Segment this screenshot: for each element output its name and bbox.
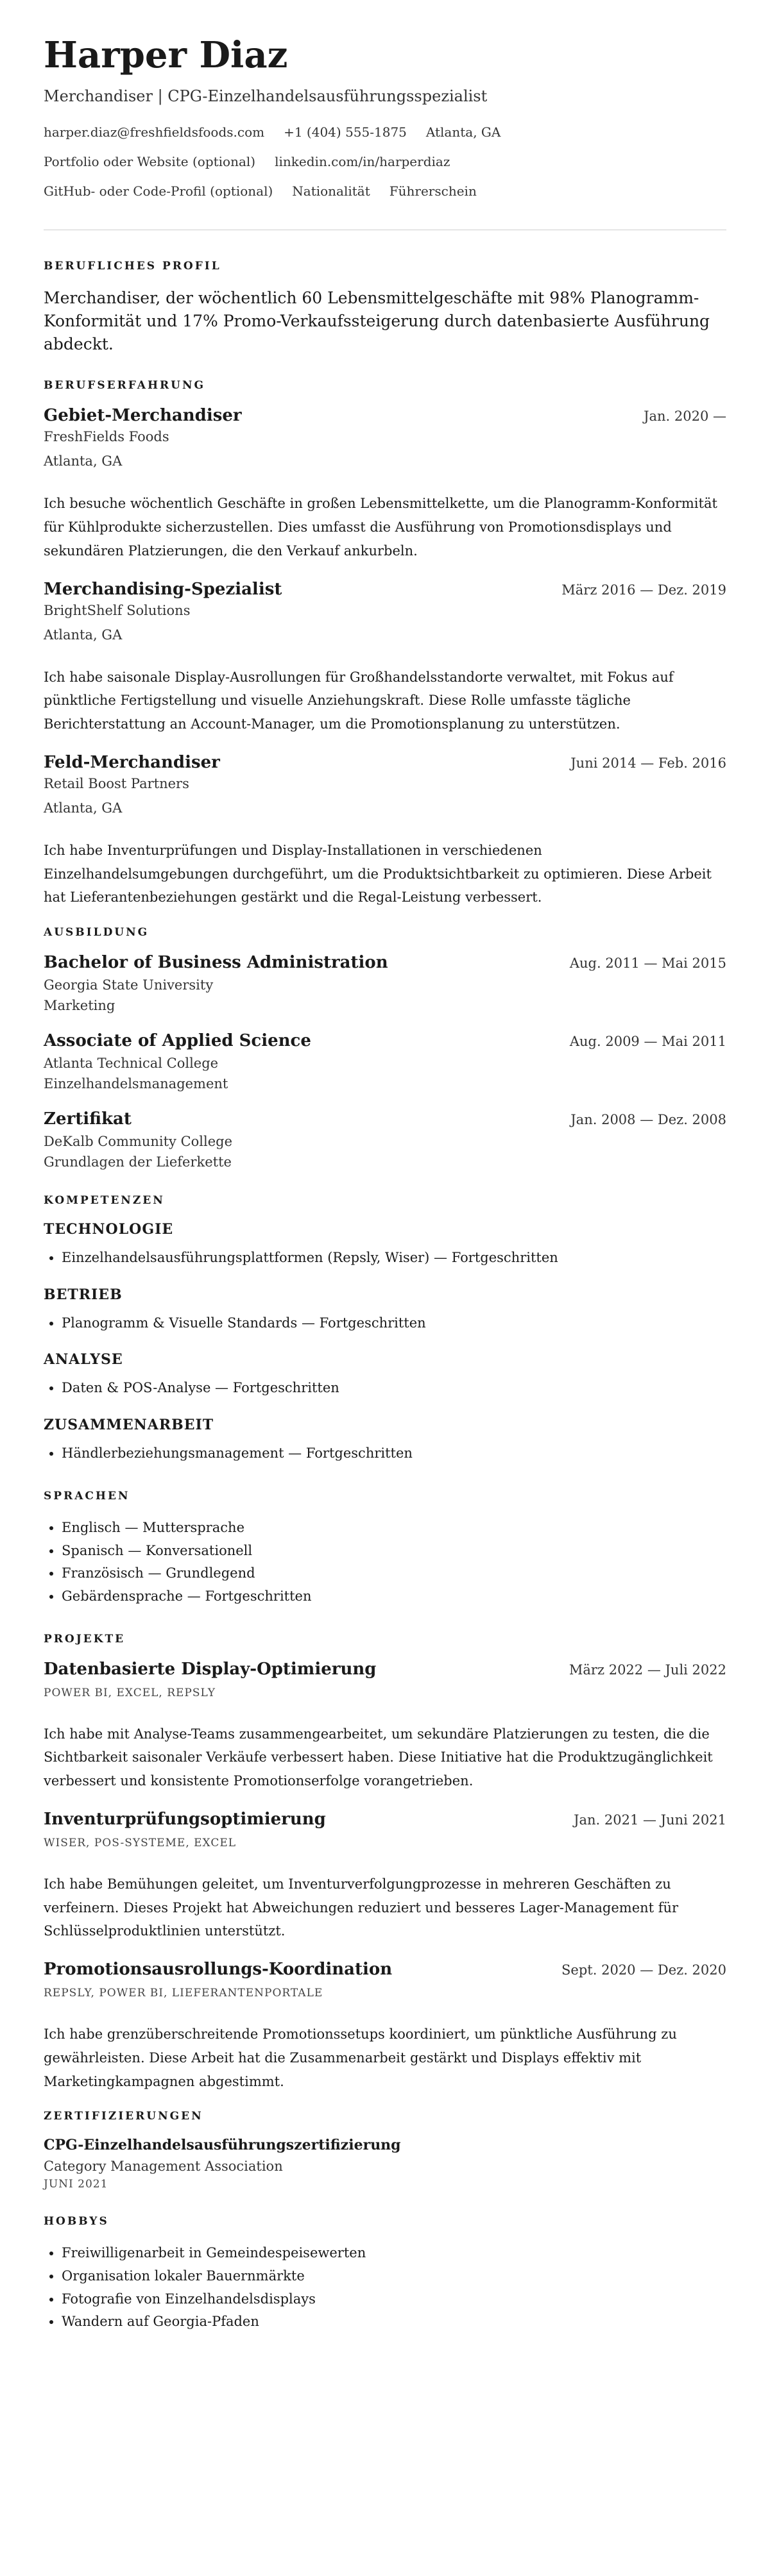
cert-date: JUNI 2021 bbox=[44, 2178, 108, 2191]
project-entry bbox=[44, 1660, 726, 1793]
certifications-section bbox=[44, 2110, 726, 2191]
job-title: Feld-Merchandiser bbox=[44, 752, 220, 772]
project-dates: März 2022 — Juli 2022 bbox=[569, 1662, 726, 1678]
education-entry bbox=[44, 953, 726, 1013]
hobbies-section bbox=[44, 2215, 726, 2334]
study-field: Marketing bbox=[44, 998, 116, 1014]
profile-section-title: BERUFLICHES PROFIL bbox=[44, 259, 221, 273]
job-location: Atlanta, GA bbox=[44, 800, 123, 816]
skill-group-title: ZUSAMMENARBEIT bbox=[44, 1417, 214, 1434]
projects-section-title: PROJEKTE bbox=[44, 1632, 126, 1646]
project-name: Inventurprüfungsoptimierung bbox=[44, 1809, 326, 1829]
school-name: DeKalb Community College bbox=[44, 1134, 233, 1150]
skill-group bbox=[44, 1351, 726, 1400]
skill-group bbox=[44, 1286, 726, 1335]
profile-summary: Merchandiser, der wöchentlich 60 Lebensmittelgeschäfte mit 98% Planogramm-Konformität und 17% Promo-Verkaufssteigerung durch datenbasierte Ausführung abdeckt. bbox=[44, 288, 710, 354]
degree-dates: Aug. 2009 — Mai 2011 bbox=[569, 1034, 726, 1050]
skill-item: • Händlerbeziehungsmanagement — Fortgeschritten bbox=[62, 1442, 726, 1465]
candidate-name: Harper Diaz bbox=[44, 34, 288, 76]
job-title: Gebiet-Merchandiser bbox=[44, 406, 242, 426]
skills-section bbox=[44, 1194, 726, 1465]
job-location: Atlanta, GA bbox=[44, 627, 123, 643]
contact-portfolio[interactable]: Portfolio oder Website (optional) bbox=[44, 153, 256, 169]
education-entry bbox=[44, 1031, 726, 1091]
skill-group bbox=[44, 1417, 726, 1465]
degree-title: Zertifikat bbox=[44, 1109, 132, 1129]
job-description: Ich habe Inventurprüfungen und Display-Installationen in verschiedenen Einzelhandelsumgebungen durchgeführt, um die Produktsichtbarkeit zu optimieren. Diese Arbeit hat Lieferantenbeziehungen gestärkt und die Regal-Leistung verbessert. bbox=[44, 842, 712, 905]
experience-section-title: BERUFSERFAHRUNG bbox=[44, 379, 206, 392]
project-entry bbox=[44, 1960, 726, 2093]
job-location: Atlanta, GA bbox=[44, 453, 123, 469]
degree-title: Associate of Applied Science bbox=[44, 1031, 311, 1051]
cert-org: Category Management Association bbox=[44, 2159, 283, 2175]
certifications-section-title: ZERTIFIZIERUNGEN bbox=[44, 2110, 203, 2123]
skill-group bbox=[44, 1221, 726, 1270]
skill-group-title: BETRIEB bbox=[44, 1286, 123, 1303]
job-company: FreshFields Foods bbox=[44, 429, 169, 445]
hobby-item: • Organisation lokaler Bauernmärkte bbox=[62, 2265, 726, 2288]
job-dates: Jan. 2020 — bbox=[644, 408, 726, 425]
study-field: Einzelhandelsmanagement bbox=[44, 1076, 228, 1092]
project-tech: REPSLY, POWER BI, LIEFERANTENPORTALE bbox=[44, 1987, 323, 2000]
contact-phone[interactable]: +1 (404) 555-1875 bbox=[284, 124, 407, 140]
language-item: • Gebärdensprache — Fortgeschritten bbox=[62, 1585, 726, 1608]
degree-dates: Jan. 2008 — Dez. 2008 bbox=[570, 1112, 726, 1128]
project-tech: WISER, POS-SYSTEME, EXCEL bbox=[44, 1836, 237, 1849]
education-entry bbox=[44, 1109, 726, 1170]
project-entry bbox=[44, 1810, 726, 1943]
languages-section-title: SPRACHEN bbox=[44, 1489, 130, 1503]
education-section-title: AUSBILDUNG bbox=[44, 926, 150, 939]
experience-entry bbox=[44, 753, 726, 909]
skill-group-title: ANALYSE bbox=[44, 1351, 123, 1368]
project-dates: Jan. 2021 — Juni 2021 bbox=[574, 1812, 726, 1828]
hobbies-section-title: HOBBYS bbox=[44, 2215, 109, 2228]
job-dates: Juni 2014 — Feb. 2016 bbox=[570, 755, 726, 771]
hobby-item: • Freiwilligenarbeit in Gemeindespeisewerten bbox=[62, 2242, 726, 2265]
study-field: Grundlagen der Lieferkette bbox=[44, 1154, 232, 1170]
skill-item: • Daten & POS-Analyse — Fortgeschritten bbox=[62, 1377, 726, 1400]
project-name: Datenbasierte Display-Optimierung bbox=[44, 1659, 377, 1679]
experience-list bbox=[44, 406, 726, 909]
languages-section bbox=[44, 1490, 726, 1608]
contact-github[interactable]: GitHub- oder Code-Profil (optional) bbox=[44, 183, 273, 199]
language-item: • Französisch — Grundlegend bbox=[62, 1562, 726, 1585]
project-description: Ich habe mit Analyse-Teams zusammengearbeitet, um sekundäre Platzierungen zu testen, die die Sichtbarkeit saisonaler Verkäufe verbessert haben. Diese Initiative hat die Produktzugänglichkeit verbessert und konsistente Promotionserfolge vorangetrieben. bbox=[44, 1726, 713, 1789]
project-description: Ich habe grenzüberschreitende Promotionssetups koordiniert, um pünktliche Ausführung zu gewährleisten. Diese Arbeit hat die Zusammenarbeit gestärkt und Displays effektiv mit Marketingkampagnen abgestimmt. bbox=[44, 2026, 677, 2089]
project-name: Promotionsausrollungs-Koordination bbox=[44, 1960, 393, 1980]
project-tech: POWER BI, EXCEL, REPSLY bbox=[44, 1686, 216, 1699]
hobby-item: • Wandern auf Georgia-Pfaden bbox=[62, 2311, 726, 2334]
skill-item: • Planogramm & Visuelle Standards — Fortgeschritten bbox=[62, 1312, 726, 1335]
school-name: Atlanta Technical College bbox=[44, 1056, 219, 1072]
contact-row-extra bbox=[44, 183, 726, 199]
job-company: Retail Boost Partners bbox=[44, 775, 189, 791]
degree-title: Bachelor of Business Administration bbox=[44, 953, 388, 973]
hobby-item: • Fotografie von Einzelhandelsdisplays bbox=[62, 2288, 726, 2311]
experience-entry bbox=[44, 406, 726, 562]
experience-entry bbox=[44, 580, 726, 736]
contact-row-links bbox=[44, 154, 726, 169]
candidate-subtitle: Merchandiser | CPG-Einzelhandelsausführungsspezialist bbox=[44, 87, 488, 105]
contact-linkedin[interactable]: linkedin.com/in/harperdiaz bbox=[275, 153, 450, 169]
cert-name: CPG-Einzelhandelsausführungszertifizierung bbox=[44, 2137, 401, 2154]
school-name: Georgia State University bbox=[44, 977, 214, 993]
education-section bbox=[44, 926, 726, 1170]
contact-location: Atlanta, GA bbox=[425, 124, 501, 140]
contact-license: Führerschein bbox=[389, 183, 477, 199]
degree-dates: Aug. 2011 — Mai 2015 bbox=[569, 955, 726, 972]
project-description: Ich habe Bemühungen geleitet, um Inventurverfolgungprozesse in mehreren Geschäften zu verfeinern. Dieses Projekt hat Abweichungen reduziert und besseres Lager-Management für Schlüsselproduktlinien unterstützt. bbox=[44, 1876, 679, 1939]
language-item: • Englisch — Muttersprache bbox=[62, 1517, 726, 1540]
job-description: Ich besuche wöchentlich Geschäfte in großen Lebensmittelkette, um die Planogramm-Konformität für Kühlprodukte sicherzustellen. Dies umfasst die Ausführung von Promotionsdisplays und sekundären Platzierungen, die den Verkauf ankurbeln. bbox=[44, 496, 717, 559]
contact-row bbox=[44, 124, 726, 140]
project-dates: Sept. 2020 — Dez. 2020 bbox=[561, 1962, 726, 1978]
job-dates: März 2016 — Dez. 2019 bbox=[561, 582, 726, 598]
contact-email[interactable]: harper.diaz@freshfieldsfoods.com bbox=[44, 124, 265, 140]
job-description: Ich habe saisonale Display-Ausrollungen für Großhandelsstandorte verwaltet, mit Fokus auf pünktliche Fertigstellung und visuelle Anziehungskraft. Diese Rolle umfasste tägliche Berichterstattung an Account-Manager, um die Promotionsplanung zu unterstützen. bbox=[44, 669, 674, 732]
skill-group-title: TECHNOLOGIE bbox=[44, 1221, 174, 1238]
skill-item: • Einzelhandelsausführungsplattformen (Repsly, Wiser) — Fortgeschritten bbox=[62, 1247, 726, 1270]
contact-nationality: Nationalität bbox=[292, 183, 370, 199]
projects-section bbox=[44, 1633, 726, 2094]
language-item: • Spanisch — Konversationell bbox=[62, 1540, 726, 1563]
job-company: BrightShelf Solutions bbox=[44, 602, 191, 618]
job-title: Merchandising-Spezialist bbox=[44, 579, 282, 599]
skills-section-title: KOMPETENZEN bbox=[44, 1194, 165, 1208]
